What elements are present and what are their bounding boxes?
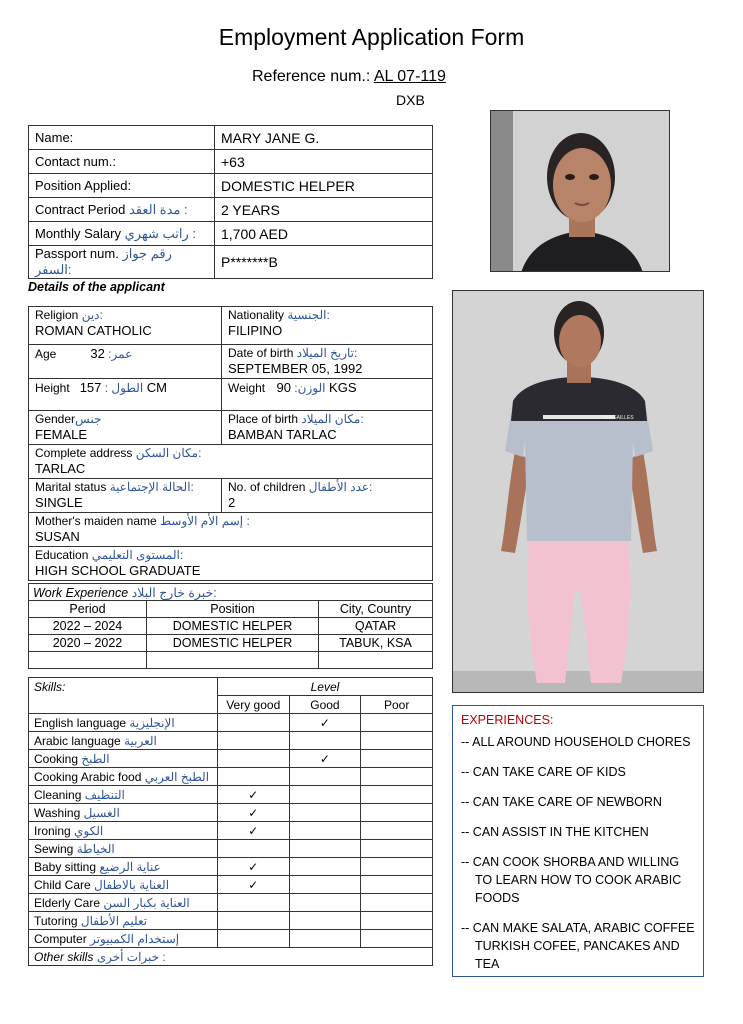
work-empty-cell [147,652,319,669]
weight-value: 90 KGS [276,380,357,395]
children-value: 2 [228,495,236,510]
basic-info-table [28,125,433,279]
skill-level-cell [289,912,361,930]
work-title: Work Experience [33,585,129,600]
skill-row [29,912,433,930]
address-label-ar: مكان السكن: [135,446,202,460]
skill-name: Cooking [34,751,79,766]
skill-level-cell [289,876,361,894]
skill-level-cell [289,804,361,822]
skill-row [29,804,433,822]
skill-name-cell [29,894,218,912]
work-period: 2020 – 2022 [29,635,147,652]
skill-level-cell [361,912,433,930]
skill-row [29,876,433,894]
skill-name-ar: الغسيل [83,805,120,820]
basic-label-cell [29,198,215,222]
skill-level-cell [361,858,433,876]
skill-level-cell [217,732,289,750]
basic-label: Name: [35,130,74,145]
age-value: 32 [90,346,105,361]
headshot-illustration [491,111,670,272]
work-city: QATAR [319,618,433,635]
skill-name-cell [29,876,218,894]
skill-name-ar: العربية [124,733,157,748]
skill-level-cell [361,930,433,948]
work-col-city: City, Country [319,601,433,618]
skill-level-cell [361,840,433,858]
skill-name-ar: التنظيف [84,787,125,802]
experience-item: -- CAN MAKE SALATA, ARABIC COFFEE TURKISH COFEE, PANCAKES AND TEA [461,921,695,971]
skill-level-cell [289,840,361,858]
skill-name-cell [29,840,218,858]
work-col-period: Period [29,601,147,618]
other-skills-row [29,948,433,966]
address-cell [29,445,433,479]
gender-label-ar: جنس [75,412,102,426]
weight-cell [222,379,433,411]
skill-name-cell [29,750,218,768]
skill-level-cell [361,768,433,786]
skill-level-cell [289,732,361,750]
skill-row [29,768,433,786]
experience-item: -- ALL AROUND HOUSEHOLD CHORES [461,735,691,749]
mother-label: Mother's maiden name [35,514,157,528]
basic-label: Position Applied: [35,178,132,193]
basic-info-row [29,222,433,246]
marital-label-ar: الحالة الإجتماعية: [109,480,194,494]
skill-level-cell [289,822,361,840]
skill-name-ar: الإنجليزية [129,715,175,730]
pob-label: Place of birth [228,412,299,426]
address-label: Complete address [35,446,133,460]
mother-cell [29,513,433,547]
marital-value: SINGLE [35,495,83,510]
skill-row [29,858,433,876]
basic-label-cell [29,126,215,150]
age-label: Age [35,347,57,361]
skill-level-cell [289,930,361,948]
basic-info-row [29,126,433,150]
basic-value: MARY JANE G. [215,126,433,150]
skill-name: Ironing [34,823,71,838]
skills-title: Skills: [29,678,218,714]
nationality-value: FILIPINO [228,323,283,338]
other-skills-label-ar: خبرات أخرى : [96,949,166,964]
level-poor: Poor [361,696,433,714]
skill-name-ar: العناية بالاطفال [94,877,170,892]
address-value: TARLAC [35,461,86,476]
skill-name: Child Care [34,877,91,892]
experience-item: -- CAN TAKE CARE OF KIDS [461,765,626,779]
age-label-ar: عمر: [108,347,133,361]
fullbody-illustration [453,291,704,693]
age-cell [29,345,222,379]
basic-value: +63 [215,150,433,174]
experiences-box [452,705,704,977]
skill-level-cell [217,768,289,786]
skill-row [29,840,433,858]
skill-level-cell [289,750,361,768]
gender-label: Gender [35,412,76,426]
basic-label: Monthly Salary [35,225,121,241]
gender-cell [29,411,222,445]
skill-level-cell [361,804,433,822]
skill-name: Sewing [34,841,74,856]
skill-name-ar: الطبخ العربي [144,769,210,784]
applicant-fullbody-photo [452,290,704,693]
check-mark-icon: ✓ [248,877,259,892]
other-skills-label: Other skills [34,949,94,964]
skill-level-cell [217,894,289,912]
form-title: Employment Application Form [218,24,525,50]
skill-name: Cooking Arabic food [34,769,142,784]
skill-name-ar: العناية بكبار السن [103,895,190,910]
level-header: Level [217,678,432,696]
skill-level-cell [217,804,289,822]
skill-row [29,732,433,750]
skill-name-cell [29,822,218,840]
skill-name: Elderly Care [34,895,101,910]
religion-value: ROMAN CATHOLIC [35,323,152,338]
basic-label-cell [29,246,215,279]
skill-level-cell [361,714,433,732]
weight-label-ar: الوزن: [294,381,326,395]
education-value: HIGH SCHOOL GRADUATE [35,563,201,578]
work-experience-header [29,584,433,601]
skill-name-cell [29,804,218,822]
skill-name: Computer [34,931,87,946]
mother-label-ar: إسم الأم الأوسط : [160,514,250,528]
skill-level-cell [289,714,361,732]
skill-name-ar: الكوي [74,823,104,838]
skill-name: Washing [34,805,81,820]
applicant-details-table [28,306,433,581]
nationality-label: Nationality [228,308,285,322]
work-empty-cell [319,652,433,669]
basic-label-ar: راتب شهري : [124,225,196,241]
dob-value: SEPTEMBER 05, 1992 [228,361,363,376]
skill-level-cell [361,876,433,894]
shirt-print-text: VERSAILLES [603,415,634,421]
marital-label: Marital status [35,480,107,494]
education-label-ar: المستوى التعليمي: [91,548,184,562]
religion-label-ar: دين: [81,308,103,322]
skill-name-cell [29,858,218,876]
reference-number: AL 07-119 [373,68,446,85]
skill-name-ar: الخياطة [76,841,115,856]
check-mark-icon: ✓ [319,751,330,766]
skill-level-cell [361,732,433,750]
check-mark-icon: ✓ [248,787,259,802]
level-good: Good [289,696,361,714]
check-mark-icon: ✓ [319,715,330,730]
skill-name: Arabic language [34,733,121,748]
skill-level-cell [217,876,289,894]
skill-name-cell [29,714,218,732]
work-title-ar: خبرة خارج البلاد: [131,585,217,600]
pob-value: BAMBAN TARLAC [228,427,337,442]
skill-name-ar: عناية الرضيع [99,859,161,874]
mother-value: SUSAN [35,529,80,544]
children-cell [222,479,433,513]
skill-name-cell [29,786,218,804]
nationality-cell [222,307,433,345]
experience-item: -- CAN TAKE CARE OF NEWBORN [461,795,662,809]
skill-level-cell [217,840,289,858]
skill-name: English language [34,715,127,730]
check-mark-icon: ✓ [248,823,259,838]
skill-name-cell [29,732,218,750]
work-empty-cell [29,652,147,669]
location-code: DXB [396,92,425,108]
children-label: No. of children [228,480,306,494]
basic-info-row [29,150,433,174]
basic-label-cell [29,174,215,198]
religion-label: Religion [35,308,79,322]
skill-level-cell [289,894,361,912]
work-col-position: Position [147,601,319,618]
children-label-ar: عدد الأطفال: [308,480,373,494]
skill-name-ar: إستخدام الكمبيوتر [90,931,180,946]
gender-value: FEMALE [35,427,88,442]
reference-line [252,68,446,86]
work-position: DOMESTIC HELPER [147,618,319,635]
basic-label: Passport num. [35,246,119,261]
basic-value: 1,700 AED [215,222,433,246]
skill-level-cell [217,930,289,948]
skill-name-ar: الطبخ [81,751,110,766]
skill-level-cell [289,786,361,804]
height-cell [29,379,222,411]
basic-info-row [29,246,433,279]
level-very-good: Very good [217,696,289,714]
work-position: DOMESTIC HELPER [147,635,319,652]
basic-label-cell [29,150,215,174]
skill-level-cell [361,786,433,804]
weight-label: Weight [228,381,266,395]
check-mark-icon: ✓ [248,859,259,874]
skill-level-cell [289,768,361,786]
height-label-ar: الطول : [104,381,144,395]
skill-name-cell [29,768,218,786]
skill-level-cell [361,822,433,840]
pob-cell [222,411,433,445]
height-label: Height [35,381,70,395]
skill-level-cell [361,894,433,912]
skill-row [29,786,433,804]
work-period: 2022 – 2024 [29,618,147,635]
skill-level-cell [217,912,289,930]
basic-value: DOMESTIC HELPER [215,174,433,198]
skill-level-cell [217,858,289,876]
pob-label-ar: مكان الميلاد: [301,412,364,426]
experience-item: -- CAN COOK SHORBA AND WILLING TO LEARN HOW TO COOK ARABIC FOODS [461,855,682,905]
check-mark-icon: ✓ [248,805,259,820]
basic-value: 2 YEARS [215,198,433,222]
education-cell [29,547,433,581]
religion-cell [29,307,222,345]
applicant-headshot-photo [490,110,670,272]
basic-value: P*******B [215,246,433,279]
skill-name-ar: تعليم الأطفال [80,913,148,928]
skill-name: Baby sitting [34,859,97,874]
work-experience-table [28,583,433,669]
skill-row [29,930,433,948]
skill-level-cell [217,714,289,732]
basic-label: Contact num.: [35,154,116,169]
skill-name-cell [29,930,218,948]
skill-level-cell [289,858,361,876]
skill-name: Tutoring [34,913,78,928]
skill-row [29,894,433,912]
dob-cell [222,345,433,379]
dob-label-ar: تاريخ الميلاد: [296,346,358,360]
skill-row [29,822,433,840]
basic-label: Contract Period [35,201,126,217]
basic-info-row [29,174,433,198]
skill-row [29,750,433,768]
skill-level-cell [217,822,289,840]
marital-cell [29,479,222,513]
basic-label-ar: مدة العقد : [128,201,188,217]
skill-level-cell [361,750,433,768]
reference-label: Reference num.: [252,68,371,85]
work-city: TABUK, KSA [319,635,433,652]
skills-table [28,677,433,966]
basic-label-ar: رقم جواز السفر: [35,246,172,277]
skill-level-cell [217,786,289,804]
experiences-title: EXPERIENCES: [461,713,554,727]
skill-row [29,714,433,732]
basic-label-cell [29,222,215,246]
basic-info-row [29,198,433,222]
skill-name-cell [29,912,218,930]
nationality-label-ar: الجنسية: [287,308,330,322]
details-heading: Details of the applicant [28,280,165,294]
dob-label: Date of birth [228,346,294,360]
height-value: 157 CM [79,380,167,395]
education-label: Education [35,548,89,562]
experience-item: -- CAN ASSIST IN THE KITCHEN [461,825,649,839]
skill-level-cell [217,750,289,768]
skill-name: Cleaning [34,787,82,802]
